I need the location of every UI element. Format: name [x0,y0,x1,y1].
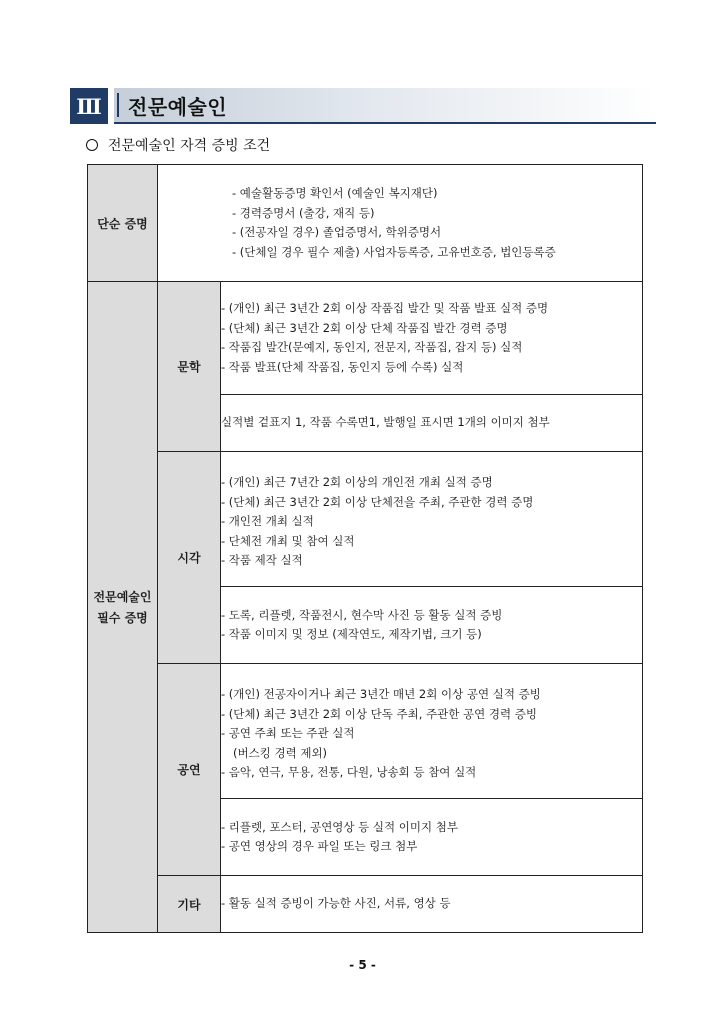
section-heading-text: 전문예술인 자격 증빙 조건 [108,138,271,154]
visual-attachment [221,587,643,664]
performance-lines [221,685,642,783]
qualification-table [87,164,643,933]
text-line: - 경력증명서 (출강, 재직 등) [232,205,375,220]
text-line: - (단체일 경우 필수 제출) 사업자등록증, 고유번호증, 법인등록증 [232,244,556,259]
table-row-literature [88,282,643,395]
chapter-number-badge: Ⅲ [70,88,108,124]
text-line: - 음악, 연극, 무용, 전통, 다원, 낭송회 등 참여 실적 [221,765,477,780]
text-line: - (단체) 최근 3년간 2회 이상 단체 작품집 발간 경력 증명 [221,320,508,335]
required-proof-label [88,282,158,933]
text-line: - 작품집 발간(문예지, 동인지, 전문지, 작품집, 잡지 등) 실적 [221,340,523,354]
simple-proof-lines [232,184,642,262]
text-line: - 예술활동증명 확인서 (예술인 복지재단) [232,186,438,200]
text-line: - (개인) 전공자이거나 최근 3년간 매년 2회 이상 공연 실적 증빙 [221,687,541,702]
performance-label: 공연 [158,664,221,876]
text-line: - (개인) 최근 7년간 2회 이상의 개인전 개최 실적 증명 [221,475,493,490]
text-line: - 도록, 리플렛, 작품전시, 현수막 사진 등 활동 실적 증빙 [221,607,503,622]
circle-bullet-icon [86,139,98,151]
text-line: - 공연 주최 또는 주관 실적 [221,726,355,741]
simple-proof-content [158,165,643,282]
literature-lines [221,299,642,377]
section-heading [86,135,270,155]
chapter-title-box [114,88,656,124]
text-line: - (개인) 최근 3년간 2회 이상 작품집 발간 및 작품 발표 실적 증명 [221,301,549,315]
section-header [70,88,656,124]
visual-content [221,452,643,587]
visual-lines [221,473,642,571]
text-line: - 활동 실적 증빙이 가능한 사진, 서류, 영상 등 [221,896,451,911]
text-line: (버스킹 경력 제외) [233,745,328,760]
literature-content [221,282,643,395]
literature-label: 문학 [158,282,221,452]
visual-attachment-lines [221,606,642,645]
table-row-simple [88,165,643,282]
table-row-other [88,876,643,933]
simple-proof-label: 단순 증명 [88,165,158,282]
text-line: - 개인전 개최 실적 [221,514,314,529]
text-line: - (단체) 최근 3년간 2회 이상 단체전을 주최, 주관한 경력 증명 [221,494,534,509]
required-proof-label-line2: 필수 증명 [97,611,148,625]
table-row-performance [88,664,643,799]
performance-content [221,664,643,799]
text-line: - 작품 발표(단체 작품집, 동인지 등에 수록) 실적 [221,359,464,374]
other-lines [221,894,642,914]
text-line: - (전공자일 경우) 졸업증명서, 학위증명서 [232,225,442,239]
title-divider [117,93,119,117]
text-line: - (단체) 최근 3년간 2회 이상 단독 주최, 주관한 공연 경력 증빙 [221,706,538,721]
other-content [221,876,643,933]
required-proof-label-line1: 전문예술인 [93,590,152,604]
performance-attachment-lines [221,818,642,857]
performance-attachment [221,799,643,876]
text-line: - 작품 제작 실적 [221,553,303,568]
page-number: - 5 - [349,958,376,972]
text-line: - 작품 이미지 및 정보 (제작연도, 제작기법, 크기 등) [221,627,482,641]
table-row-visual [88,452,643,587]
literature-attachment: 실적별 겉표지 1, 작품 수록면1, 발행일 표시면 1개의 이미지 첨부 [221,395,643,452]
visual-label: 시각 [158,452,221,664]
text-line: - 단체전 개최 및 참여 실적 [221,533,355,548]
other-label: 기타 [158,876,221,933]
chapter-title: 전문예술인 [128,95,228,119]
text-line: - 공연 영상의 경우 파일 또는 링크 첨부 [221,839,418,853]
text-line: - 리플렛, 포스터, 공연영상 등 실적 이미지 첨부 [221,819,459,834]
